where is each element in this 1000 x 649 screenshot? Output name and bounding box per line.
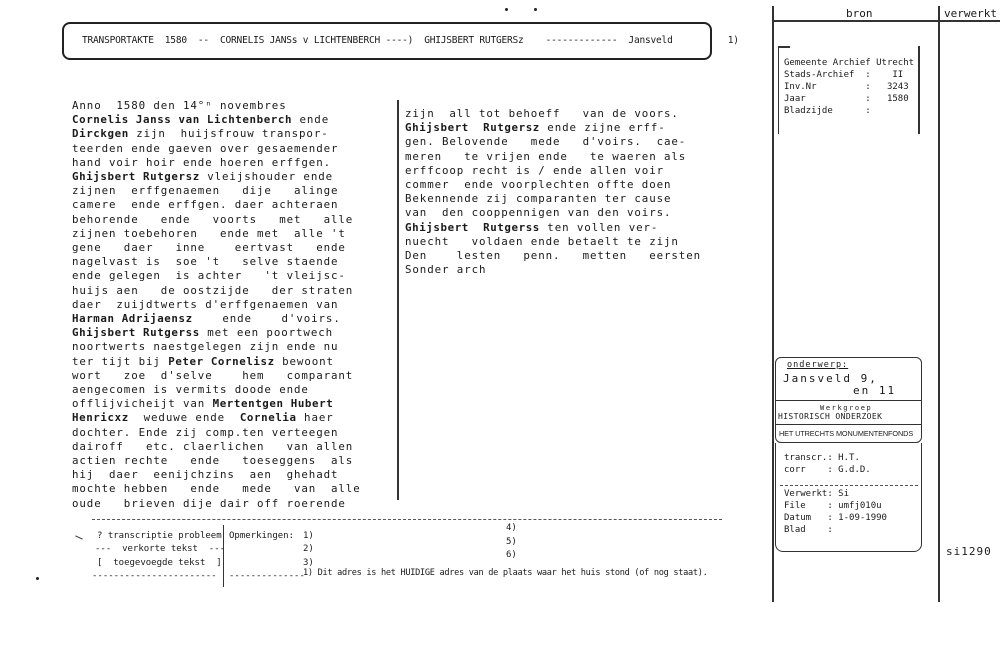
deed-line: [72, 326, 361, 340]
remark-4: 4): [506, 523, 517, 533]
page-title: TRANSPORTAKTE 1580 -- CORNELIS JANSs v LICHTENBERCH ----) GHIJSBERT RUTGERSz ------------- Jansveld 1): [82, 35, 739, 46]
deed-text: Bekennende zij comparanten ter cause: [405, 192, 672, 206]
deed-text: erffcoop recht is / ende allen voir: [405, 163, 665, 177]
deed-text: Sonder arch: [405, 263, 487, 277]
deed-text: dairoff etc. claerlichen van allen: [72, 439, 354, 453]
detail-line: Verwerkt: Si: [784, 489, 850, 499]
sidebar-mid-rule: [938, 6, 940, 602]
remark-5: 5): [506, 537, 517, 547]
speck: [36, 577, 39, 580]
notes-divider: [223, 525, 224, 587]
deed-line: [72, 468, 361, 482]
deed-text: commer ende voorplechten offte doen: [405, 178, 672, 192]
subject-rule: [775, 400, 922, 401]
deed-text: ter tijt bij: [72, 354, 169, 368]
deed-text: ende gelegen is achter 't vleijsc-: [72, 269, 346, 283]
detail-line: Stads-Archief : II: [784, 70, 904, 80]
deed-text: wort zoe d'selve hem comparant: [72, 368, 354, 382]
deed-line: [405, 150, 701, 164]
deed-line: [72, 99, 361, 113]
deed-text: zijn all tot behoeff van de voors.: [405, 107, 679, 120]
remark-6: 6): [506, 550, 517, 560]
detail-line: Inv.Nr : 3243: [784, 82, 909, 92]
deed-text: nuecht voldaen ende betaelt te zijn: [405, 234, 679, 248]
remark-3: 3): [303, 558, 314, 568]
legend-rule: -----------------------: [92, 571, 217, 581]
deed-text: aengecomen is vermits doode ende: [72, 383, 309, 397]
deed-line: [72, 156, 361, 170]
deed-text: offlijvicheijt van: [72, 397, 213, 411]
deed-text: noortwerts naestgelegen zijn ende nu: [72, 340, 339, 354]
column-divider: [397, 100, 399, 500]
deed-text: gen. Belovende mede d'voirs. cae-: [405, 135, 687, 149]
person-name: Henricxz: [72, 411, 129, 425]
deed-line: [72, 213, 361, 227]
deed-line: [72, 184, 361, 198]
deed-line: [405, 121, 701, 135]
deed-text: hand voir hoir ende hoeren erffgen.: [72, 155, 332, 169]
detail-line: Bladzijde :: [784, 106, 871, 116]
deed-line: [405, 107, 701, 121]
deed-text: zijnen toebehoren ende met alle 't: [72, 226, 346, 240]
deed-line: [72, 397, 361, 411]
remark-dash: --------------: [229, 571, 305, 581]
deed-line: [72, 113, 361, 127]
deed-text: Anno 1580 den 14°ⁿ novembres: [72, 99, 287, 112]
deed-line: [72, 440, 361, 454]
deed-text: mochte hebben ende mede van alle: [72, 482, 361, 496]
deed-line: [405, 135, 701, 149]
deed-text: camere ende erffgen. daer achteraen: [72, 198, 339, 212]
deed-text: ende: [292, 113, 330, 127]
deed-text: Den lesten penn. metten eersten: [405, 249, 702, 263]
deed-line: [72, 383, 361, 397]
deed-line: [405, 206, 701, 220]
deed-text: zijn huijsfrouw transpor-: [128, 127, 329, 141]
deed-text: bewoont: [274, 354, 334, 368]
deed-line: [72, 170, 361, 184]
deed-line: [72, 284, 361, 298]
tab-bron: bron: [846, 7, 873, 20]
deed-line: [405, 164, 701, 178]
deed-text-right: [405, 107, 701, 277]
deed-text: weduwe ende: [128, 411, 240, 425]
source-box-right: [918, 46, 920, 134]
deed-line: [72, 127, 361, 141]
deed-text: haer: [296, 411, 334, 425]
deed-line: [72, 227, 361, 241]
detail-line: Blad :: [784, 525, 833, 535]
monumentenfonds: HET UTRECHTS MONUMENTENFONDS: [779, 429, 914, 438]
historisch-onderzoek: HISTORISCH ONDERZOEK: [778, 412, 883, 421]
deed-line: [72, 255, 361, 269]
detail-line: [784, 476, 887, 488]
subject-address-1: Jansveld 9,: [783, 372, 878, 385]
tab-verwerkt: verwerkt: [944, 7, 997, 20]
detail-line: transcr.: H.T.: [784, 453, 860, 463]
deed-line: [72, 411, 361, 425]
processing-details: [784, 452, 887, 536]
deed-line: [405, 249, 701, 263]
person-name: Ghijsbert Rutgersz: [405, 121, 540, 135]
deed-text: meren te vrijen ende te waeren als: [405, 149, 687, 163]
deed-text: behorende ende voorts met alle: [72, 212, 354, 226]
speck: [534, 8, 537, 11]
sidebar-left-rule: [772, 6, 774, 602]
person-name: Harman Adrijaensz: [72, 312, 193, 326]
deed-line: [72, 198, 361, 212]
legend-added-text: [ toegevoegde tekst ]: [97, 558, 222, 568]
deed-line: [72, 355, 361, 369]
source-box-corner: [778, 46, 790, 48]
deed-text: oude brieven dije dair off roerende: [72, 496, 346, 510]
deed-text: van den cooppennigen van den voirs.: [405, 206, 672, 220]
deed-text: ende d'voirs.: [192, 312, 341, 326]
speck: [505, 8, 508, 11]
remark-1: 1): [303, 531, 314, 541]
deed-text: daer zuijdtwerts d'erffgenaemen van: [72, 297, 339, 311]
margin-mark: [75, 535, 83, 539]
notes-top-rule: [92, 519, 722, 520]
person-name: Cornelis Janss van Lichtenberch: [72, 113, 293, 127]
legend-transcription-problem: ? transcriptie probleem: [97, 531, 222, 541]
deed-text: huijs aen de oostzijde der straten: [72, 283, 354, 297]
deed-line: [72, 142, 361, 156]
subject-label: onderwerp:: [787, 360, 849, 370]
file-code: si1290: [946, 545, 992, 558]
deed-text: met een poortwech: [199, 326, 334, 340]
deed-text-left: [72, 99, 361, 511]
person-name: Cornelia: [239, 411, 297, 425]
deed-line: [72, 497, 361, 511]
detail-line: Jaar : 1580: [784, 94, 909, 104]
person-name: Dirckgen: [72, 127, 129, 141]
deed-line: [72, 482, 361, 496]
detail-line: File : umfj010u: [784, 501, 882, 511]
deed-text: nagelvast is soe 't selve staende: [72, 255, 339, 269]
subject-address-2: en 11: [853, 384, 897, 397]
werkgroep-label: Werkgroep: [820, 404, 873, 412]
detail-line: corr : G.d.D.: [784, 465, 871, 475]
person-name: Ghijsbert Rutgersz: [72, 170, 200, 184]
person-name: Ghijsbert Rutgerss: [72, 326, 200, 340]
deed-text: zijnen erffgenaemen dije alinge: [72, 184, 339, 198]
deed-text: vleijshouder ende: [199, 170, 334, 184]
deed-line: [405, 263, 701, 277]
fonds-rule: [775, 424, 922, 425]
deed-line: [405, 235, 701, 249]
deed-line: [405, 221, 701, 235]
person-name: Ghijsbert Rutgerss: [405, 220, 540, 234]
deed-line: [72, 426, 361, 440]
source-details: [784, 57, 914, 117]
deed-line: [72, 298, 361, 312]
remarks-label: Opmerkingen:: [229, 531, 295, 541]
deed-line: [72, 340, 361, 354]
person-name: Peter Cornelisz: [168, 354, 275, 368]
detail-line: Gemeente Archief Utrecht: [784, 58, 915, 68]
deed-line: [72, 269, 361, 283]
detail-line: Datum : 1-09-1990: [784, 513, 887, 523]
deed-line: [72, 369, 361, 383]
deed-text: ende zijne erff-: [539, 121, 666, 135]
deed-line: [405, 192, 701, 206]
deed-text: gene daer inne eertvast ende: [72, 241, 346, 255]
sidebar-top-rule: [772, 20, 1000, 22]
deed-line: [72, 312, 361, 326]
deed-line: [72, 241, 361, 255]
footnote: 1) Dit adres is het HUIDIGE adres van de plaats waar het huis stond (of nog staat).: [303, 568, 708, 578]
deed-line: [72, 454, 361, 468]
deed-text: ten vollen ver-: [539, 220, 659, 234]
legend-abbreviated-text: --- verkorte tekst ---: [95, 544, 226, 554]
person-name: Mertentgen Hubert: [212, 397, 334, 411]
deed-text: dochter. Ende zij comp.ten verteegen: [72, 425, 339, 439]
deed-text: teerden ende gaeven over gesaemender: [72, 141, 339, 155]
deed-text: hij daer eenijchzins aen ghehadt: [72, 468, 339, 482]
deed-line: [405, 178, 701, 192]
remark-2: 2): [303, 544, 314, 554]
deed-text: actien rechte ende toeseggens als: [72, 454, 354, 468]
